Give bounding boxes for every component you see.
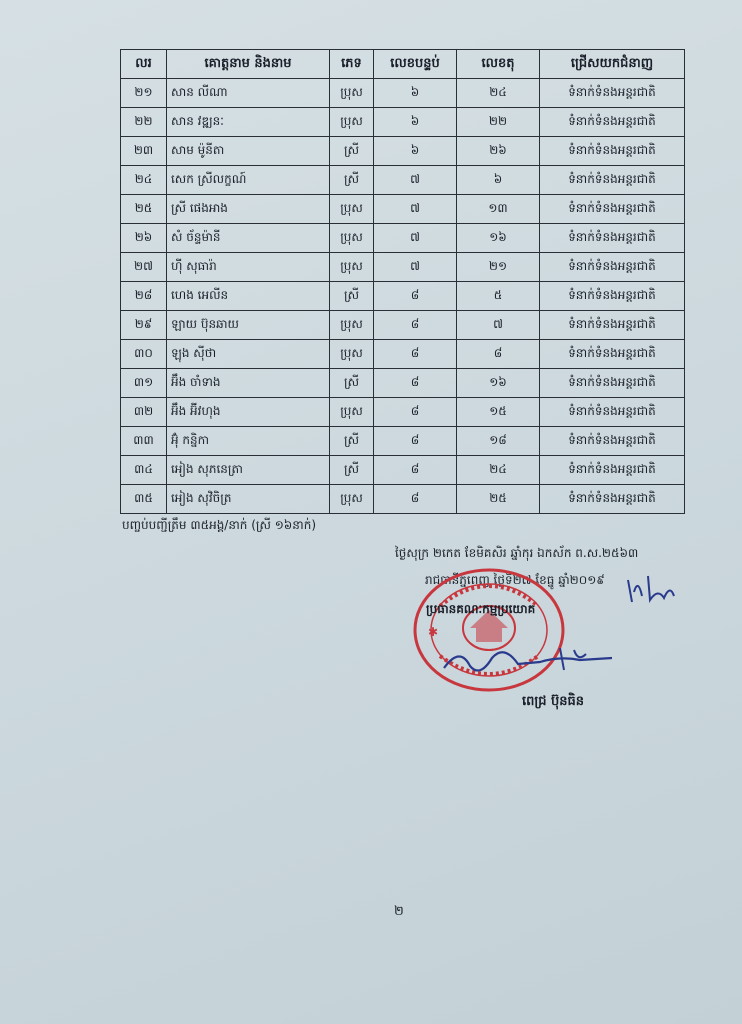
- cell-name: សេក ស្រីលក្ខណ៍: [167, 166, 330, 195]
- cell-desk: ២១: [457, 253, 540, 282]
- cell-number: ២៥: [121, 195, 167, 224]
- table-row: [121, 253, 685, 282]
- lunar-date-line: ថ្ងៃសុក្រ ២កេត ខែមិគសិរ ឆ្នាំកុរ ឯកស័ក ព.ស.២៥៦៣: [395, 546, 639, 560]
- cell-sex: ប្រុស: [330, 253, 374, 282]
- header-sex: ភេទ: [330, 50, 374, 79]
- cell-skill: ទំនាក់ទំនងអន្តរជាតិ: [540, 253, 685, 282]
- cell-number: ២៤: [121, 166, 167, 195]
- cell-skill: ទំនាក់ទំនងអន្តរជាតិ: [540, 427, 685, 456]
- table-row: [121, 166, 685, 195]
- cell-name: អៀង សុវិចិត្រ: [167, 485, 330, 514]
- signatory-title: ប្រធានគណៈកម្មប្រយោគ: [426, 602, 536, 616]
- table-row: [121, 311, 685, 340]
- cell-desk: ២៥: [457, 485, 540, 514]
- student-table: [120, 49, 685, 514]
- cell-number: ៣៥: [121, 485, 167, 514]
- cell-room: ៧: [374, 166, 457, 195]
- cell-desk: ២៤: [457, 456, 540, 485]
- cell-skill: ទំនាក់ទំនងអន្តរជាតិ: [540, 398, 685, 427]
- cell-desk: ៦: [457, 166, 540, 195]
- cell-skill: ទំនាក់ទំនងអន្តរជាតិ: [540, 137, 685, 166]
- cell-desk: ១៨: [457, 427, 540, 456]
- cell-name: អ៊ឹង អ៊ីវហុង: [167, 398, 330, 427]
- table-row: [121, 137, 685, 166]
- table-row: [121, 282, 685, 311]
- cell-number: ២៨: [121, 282, 167, 311]
- cell-desk: ២២: [457, 108, 540, 137]
- table-row: [121, 456, 685, 485]
- cell-desk: ៨: [457, 340, 540, 369]
- header-number: លរ: [121, 50, 167, 79]
- table-row: [121, 224, 685, 253]
- cell-sex: ប្រុស: [330, 108, 374, 137]
- cell-desk: ១៦: [457, 369, 540, 398]
- cell-sex: ប្រុស: [330, 485, 374, 514]
- cell-name: ហ៊ី សុធារ៉ា: [167, 253, 330, 282]
- cell-skill: ទំនាក់ទំនងអន្តរជាតិ: [540, 224, 685, 253]
- table-header-row: [121, 50, 685, 79]
- cell-sex: ស្រី: [330, 282, 374, 311]
- cell-room: ៨: [374, 282, 457, 311]
- cell-skill: ទំនាក់ទំនងអន្តរជាតិ: [540, 195, 685, 224]
- cell-name: អ៊ឹង ចាំទាង: [167, 369, 330, 398]
- cell-room: ៧: [374, 224, 457, 253]
- cell-desk: ១៥: [457, 398, 540, 427]
- place-date-line: រាជធានីភ្នំពេញ ថ្ងៃទី២៧ ខែធ្នូ ឆ្នាំ២០១៩: [425, 573, 605, 587]
- header-desk: លេខតុ: [457, 50, 540, 79]
- cell-desk: ២៦: [457, 137, 540, 166]
- summary-text: បញ្ចប់បញ្ជីត្រឹម ៣៥អង្គ/នាក់ (ស្រី ១៦នាក់): [122, 518, 317, 532]
- cell-skill: ទំនាក់ទំនងអន្តរជាតិ: [540, 79, 685, 108]
- cell-room: ៦: [374, 79, 457, 108]
- table-row: [121, 108, 685, 137]
- cell-sex: ស្រី: [330, 137, 374, 166]
- cell-number: ៣២: [121, 398, 167, 427]
- cell-room: ៨: [374, 398, 457, 427]
- cell-name: ឡុង ស៊ីថា: [167, 340, 330, 369]
- cell-skill: ទំនាក់ទំនងអន្តរជាតិ: [540, 108, 685, 137]
- initials-mark: [622, 570, 682, 610]
- cell-desk: ២៤: [457, 79, 540, 108]
- table-row: [121, 79, 685, 108]
- cell-number: ២៧: [121, 253, 167, 282]
- cell-desk: ៧: [457, 311, 540, 340]
- cell-desk: ១៦: [457, 224, 540, 253]
- cell-name: សំ ច័ន្ទម៉ានី: [167, 224, 330, 253]
- cell-number: ២១: [121, 79, 167, 108]
- cell-skill: ទំនាក់ទំនងអន្តរជាតិ: [540, 485, 685, 514]
- cell-number: ៣០: [121, 340, 167, 369]
- cell-skill: ទំនាក់ទំនងអន្តរជាតិ: [540, 456, 685, 485]
- cell-skill: ទំនាក់ទំនងអន្តរជាតិ: [540, 282, 685, 311]
- cell-number: ២៦: [121, 224, 167, 253]
- cell-sex: ប្រុស: [330, 311, 374, 340]
- cell-sex: ប្រុស: [330, 195, 374, 224]
- cell-room: ៨: [374, 311, 457, 340]
- cell-skill: ទំនាក់ទំនងអន្តរជាតិ: [540, 369, 685, 398]
- cell-sex: ប្រុស: [330, 79, 374, 108]
- page-number: ២: [394, 904, 404, 919]
- cell-name: អ៊ុំ កន្និកា: [167, 427, 330, 456]
- cell-room: ៨: [374, 369, 457, 398]
- cell-number: ៣១: [121, 369, 167, 398]
- cell-sex: ស្រី: [330, 369, 374, 398]
- cell-room: ៨: [374, 485, 457, 514]
- table-row: [121, 398, 685, 427]
- cell-number: ៣៣: [121, 427, 167, 456]
- cell-name: ស្រី ផេងអាង: [167, 195, 330, 224]
- cell-number: ២២: [121, 108, 167, 137]
- cell-name: ហេង អេលីន: [167, 282, 330, 311]
- cell-name: សាម ម៉ូនីតា: [167, 137, 330, 166]
- header-skill: ជ្រើសយកជំនាញ: [540, 50, 685, 79]
- svg-text:✱: ✱: [428, 625, 439, 639]
- cell-name: សាន វឌ្ឍនៈ: [167, 108, 330, 137]
- cell-room: ៦: [374, 137, 457, 166]
- table-row: [121, 369, 685, 398]
- cell-desk: ១៣: [457, 195, 540, 224]
- cell-sex: ស្រី: [330, 456, 374, 485]
- cell-skill: ទំនាក់ទំនងអន្តរជាតិ: [540, 311, 685, 340]
- table-row: [121, 195, 685, 224]
- cell-sex: ប្រុស: [330, 224, 374, 253]
- cell-number: ២៩: [121, 311, 167, 340]
- header-name: គោត្តនាម និងនាម: [167, 50, 330, 79]
- table-row: [121, 340, 685, 369]
- cell-room: ៧: [374, 253, 457, 282]
- handwritten-signature: [440, 640, 620, 680]
- cell-sex: ស្រី: [330, 166, 374, 195]
- header-room: លេខបន្ទប់: [374, 50, 457, 79]
- cell-sex: ប្រុស: [330, 340, 374, 369]
- cell-name: អៀង សុភនេត្រា: [167, 456, 330, 485]
- cell-sex: ប្រុស: [330, 398, 374, 427]
- cell-name: ឡាយ ប៊ុនឆាយ: [167, 311, 330, 340]
- cell-desk: ៥: [457, 282, 540, 311]
- cell-room: ៦: [374, 108, 457, 137]
- cell-number: ៣៤: [121, 456, 167, 485]
- cell-sex: ស្រី: [330, 427, 374, 456]
- cell-name: សាន លីណា: [167, 79, 330, 108]
- cell-skill: ទំនាក់ទំនងអន្តរជាតិ: [540, 340, 685, 369]
- cell-number: ២៣: [121, 137, 167, 166]
- signer-name: ពេជ្រ ប៊ុនធិន: [522, 694, 585, 709]
- cell-room: ៧: [374, 195, 457, 224]
- cell-room: ៨: [374, 427, 457, 456]
- table-row: [121, 485, 685, 514]
- cell-room: ៨: [374, 340, 457, 369]
- cell-skill: ទំនាក់ទំនងអន្តរជាតិ: [540, 166, 685, 195]
- table-row: [121, 427, 685, 456]
- cell-room: ៨: [374, 456, 457, 485]
